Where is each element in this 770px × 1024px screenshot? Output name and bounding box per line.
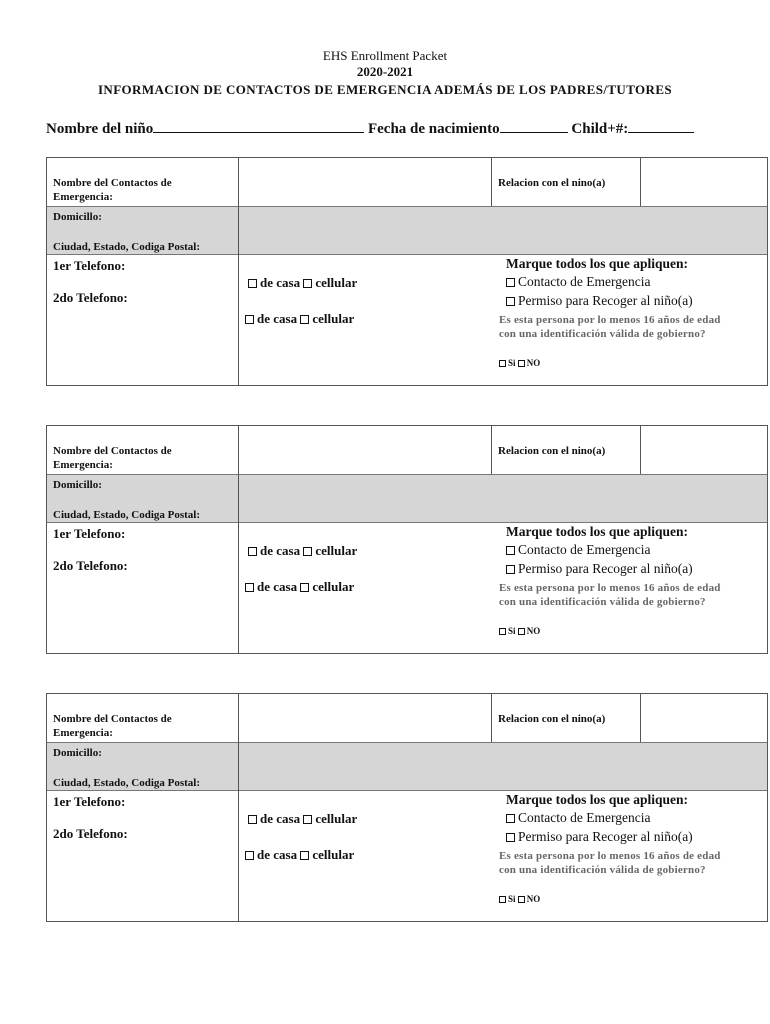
cell-checkbox[interactable]	[303, 547, 312, 556]
mark-all-label: Marque todos los que apliquen:	[506, 524, 689, 539]
yes-no-options: Si NO	[499, 358, 540, 368]
cell-checkbox[interactable]	[300, 315, 309, 324]
pickup-permission-option: Permiso para Recoger al niño(a)	[506, 293, 693, 309]
child-id-field[interactable]	[628, 119, 694, 133]
emergency-contact-option: Contacto de Emergencia	[506, 274, 650, 290]
pickup-permission-checkbox[interactable]	[506, 565, 515, 574]
child-name-label: Nombre del niño	[46, 121, 154, 137]
home-checkbox[interactable]	[245, 583, 254, 592]
phone2-label: 2do Telefono:	[53, 290, 128, 305]
emergency-contact-block-2	[46, 425, 768, 654]
home-checkbox[interactable]	[248, 547, 257, 556]
city-label: Ciudad, Estado, Codiga Postal:	[53, 777, 201, 789]
yes-checkbox[interactable]	[499, 896, 506, 903]
phone1-type: de casa cellular	[248, 811, 357, 827]
document-header	[0, 48, 770, 99]
address-label: Domicillo:	[53, 211, 102, 223]
emergency-contact-option: Contacto de Emergencia	[506, 542, 650, 558]
mark-all-label: Marque todos los que apliquen:	[506, 256, 689, 271]
school-year: 2020-2021	[356, 64, 414, 79]
pickup-permission-option: Permiso para Recoger al niño(a)	[506, 561, 693, 577]
cell-checkbox[interactable]	[303, 815, 312, 824]
yes-no-options: Si NO	[499, 626, 540, 636]
emergency-contact-checkbox[interactable]	[506, 814, 515, 823]
address-label: Domicillo:	[53, 479, 102, 491]
no-checkbox[interactable]	[518, 628, 525, 635]
address-label: Domicillo:	[53, 747, 102, 759]
phone1-label: 1er Telefono:	[53, 794, 126, 809]
dob-field[interactable]	[500, 119, 568, 133]
age-question: Es esta persona por lo menos 16 años de edad con una identificación válida de gobierno?	[499, 582, 721, 608]
no-checkbox[interactable]	[518, 896, 525, 903]
emergency-contact-block-1	[46, 157, 768, 386]
city-label: Ciudad, Estado, Codiga Postal:	[53, 241, 201, 253]
emergency-contact-option: Contacto de Emergencia	[506, 810, 650, 826]
emergency-contact-block-3	[46, 693, 768, 922]
form-title: INFORMACION DE CONTACTOS DE EMERGENCIA ADEMÁS DE LOS PADRES/TUTORES	[97, 82, 673, 97]
home-checkbox[interactable]	[245, 315, 254, 324]
dob-label: Fecha de nacimiento	[367, 121, 500, 137]
phone2-type: de casa cellular	[245, 847, 354, 863]
age-question: Es esta persona por lo menos 16 años de edad con una identificación válida de gobierno?	[499, 314, 721, 340]
yes-checkbox[interactable]	[499, 628, 506, 635]
no-checkbox[interactable]	[518, 360, 525, 367]
phone2-label: 2do Telefono:	[53, 558, 128, 573]
cell-checkbox[interactable]	[300, 583, 309, 592]
child-id-label: Child+#:	[571, 121, 629, 137]
emergency-contact-checkbox[interactable]	[506, 278, 515, 287]
phone2-type: de casa cellular	[245, 311, 354, 327]
phone1-type: de casa cellular	[248, 543, 357, 559]
cell-checkbox[interactable]	[303, 279, 312, 288]
yes-no-options: Si NO	[499, 894, 540, 904]
relation-label: Relacion con el nino(a)	[498, 713, 606, 725]
home-checkbox[interactable]	[248, 279, 257, 288]
relation-label: Relacion con el nino(a)	[498, 177, 606, 189]
child-info-line	[46, 119, 694, 138]
mark-all-label: Marque todos los que apliquen:	[506, 792, 689, 807]
phone2-label: 2do Telefono:	[53, 826, 128, 841]
pickup-permission-checkbox[interactable]	[506, 297, 515, 306]
phone1-label: 1er Telefono:	[53, 526, 126, 541]
city-label: Ciudad, Estado, Codiga Postal:	[53, 509, 201, 521]
home-checkbox[interactable]	[245, 851, 254, 860]
child-name-field[interactable]	[153, 119, 364, 133]
pickup-permission-option: Permiso para Recoger al niño(a)	[506, 829, 693, 845]
phone2-type: de casa cellular	[245, 579, 354, 595]
phone1-label: 1er Telefono:	[53, 258, 126, 273]
home-checkbox[interactable]	[248, 815, 257, 824]
relation-label: Relacion con el nino(a)	[498, 445, 606, 457]
emergency-contact-checkbox[interactable]	[506, 546, 515, 555]
contact-name-label: Nombre del Contactos de Emergencia:	[53, 445, 172, 471]
cell-checkbox[interactable]	[300, 851, 309, 860]
contact-name-label: Nombre del Contactos de Emergencia:	[53, 177, 172, 203]
pickup-permission-checkbox[interactable]	[506, 833, 515, 842]
phone1-type: de casa cellular	[248, 275, 357, 291]
packet-title: EHS Enrollment Packet	[322, 48, 448, 63]
contact-name-label: Nombre del Contactos de Emergencia:	[53, 713, 172, 739]
yes-checkbox[interactable]	[499, 360, 506, 367]
age-question: Es esta persona por lo menos 16 años de edad con una identificación válida de gobierno?	[499, 850, 721, 876]
